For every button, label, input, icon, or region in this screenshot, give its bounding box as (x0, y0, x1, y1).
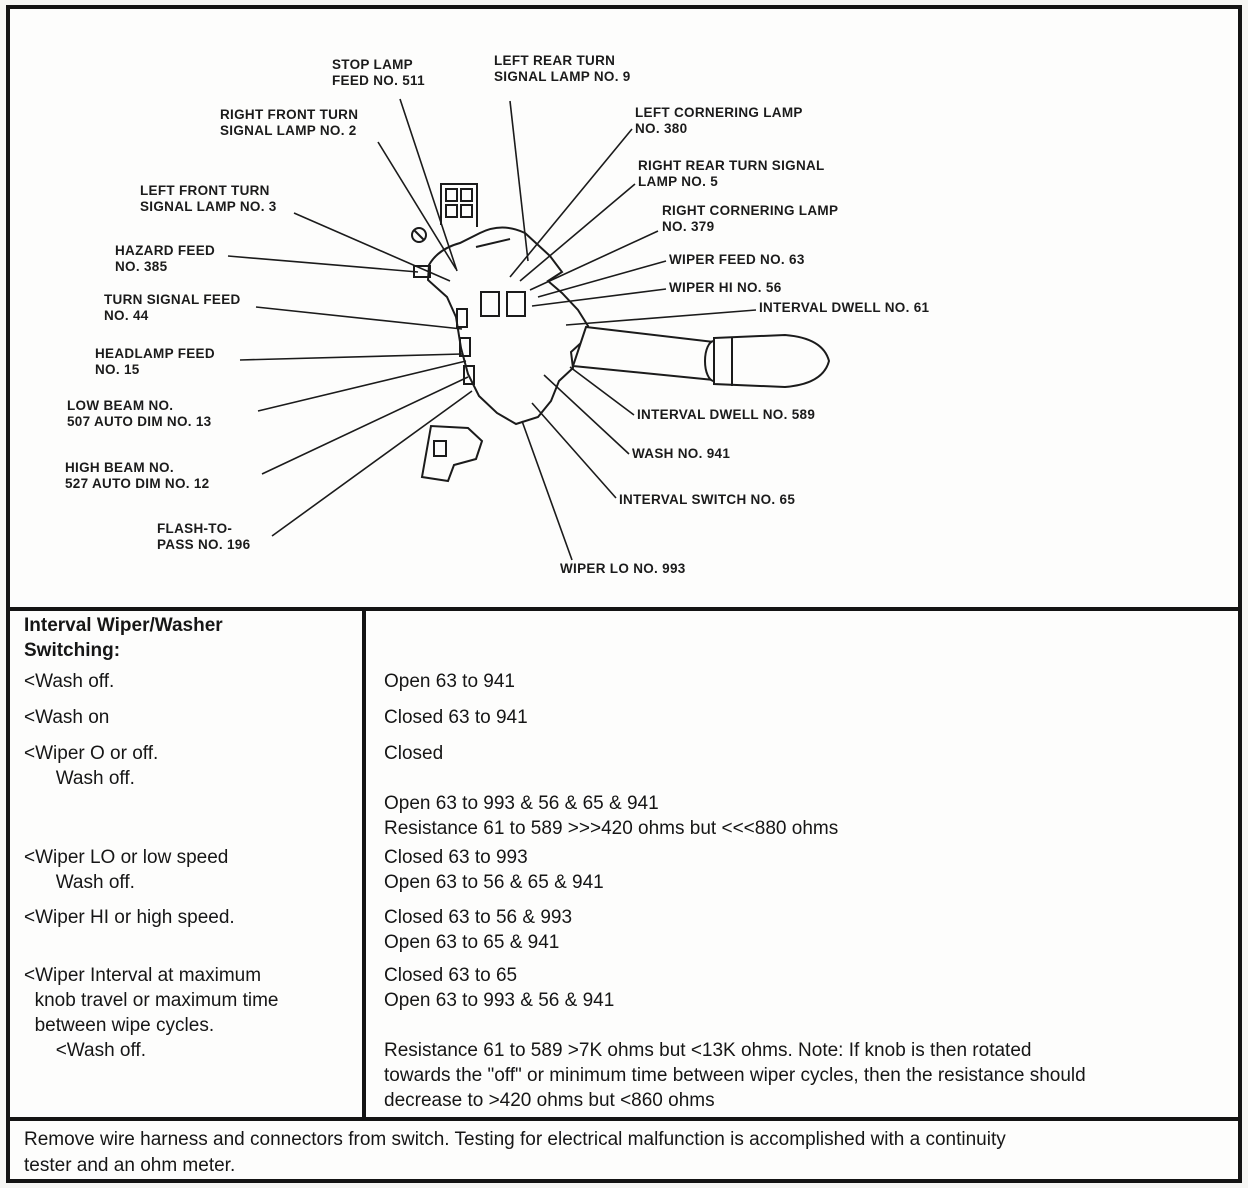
callout-wiper-feed: WIPER FEED NO. 63 (669, 252, 805, 267)
table-row (10, 903, 1238, 961)
callout-wiper-lo: WIPER LO NO. 993 (560, 561, 686, 576)
row-value-cell: Closed 63 to 65 Open 63 to 993 & 56 & 941 Resistance 61 to 589 >7K ohms but <13K ohms. Note: If knob is then rotated towards the "off" or minimum time between wiper cycles, then the resistance should decrease to >420 ohms but <860 ohms (384, 965, 1086, 1111)
row-value-cell: Open 63 to 941 (384, 671, 515, 692)
service-manual-page (6, 5, 1242, 1183)
table-header-row (10, 611, 1238, 667)
header-value-cell (366, 611, 1238, 667)
table-row (10, 667, 1238, 703)
callout-stop-lamp-feed: STOP LAMP FEED NO. 511 (332, 57, 425, 88)
table-row (10, 843, 1238, 903)
callout-left-cornering-lamp: LEFT CORNERING LAMP NO. 380 (635, 105, 803, 136)
row-label-cell: <Wiper Interval at maximum knob travel or maximum time between wipe cycles. <Wash off. (24, 965, 279, 1061)
callout-right-rear-turn: RIGHT REAR TURN SIGNAL LAMP NO. 5 (638, 158, 825, 189)
callout-high-beam: HIGH BEAM NO. 527 AUTO DIM NO. 12 (65, 460, 210, 491)
callout-hazard-feed: HAZARD FEED NO. 385 (115, 243, 216, 274)
callout-left-rear-turn: LEFT REAR TURN SIGNAL LAMP NO. 9 (494, 53, 631, 84)
table-row (10, 739, 1238, 843)
callout-headlamp-feed: HEADLAMP FEED NO. 15 (95, 346, 215, 377)
row-label-cell: <Wash off. (24, 671, 115, 692)
switch-diagram (10, 9, 1238, 607)
callout-wash-941: WASH NO. 941 (632, 446, 731, 461)
row-label-cell: <Wiper HI or high speed. (24, 907, 235, 928)
switching-table (10, 607, 1238, 1117)
row-label-cell: <Wiper LO or low speed Wash off. (24, 847, 229, 893)
callout-right-cornering-lamp: RIGHT CORNERING LAMP NO. 379 (662, 203, 839, 234)
row-value-cell: Closed 63 to 941 (384, 707, 528, 728)
row-value-cell: Closed 63 to 993 Open 63 to 56 & 65 & 941 (384, 847, 604, 893)
callout-flash-to-pass: FLASH-TO- PASS NO. 196 (157, 521, 251, 552)
table-row (10, 961, 1238, 1117)
callout-left-front-turn: LEFT FRONT TURN SIGNAL LAMP NO. 3 (140, 183, 277, 214)
callout-interval-switch-65: INTERVAL SWITCH NO. 65 (619, 492, 796, 507)
callout-low-beam: LOW BEAM NO. 507 AUTO DIM NO. 13 (67, 398, 212, 429)
callout-interval-dwell-61: INTERVAL DWELL NO. 61 (759, 300, 930, 315)
footer-note: Remove wire harness and connectors from switch. Testing for electrical malfunction is accomplished with a continuity tester and an ohm meter. (10, 1117, 1238, 1179)
switch-lever-shape (573, 327, 829, 387)
row-label-cell: <Wash on (24, 707, 110, 728)
callout-wiper-hi: WIPER HI NO. 56 (669, 280, 782, 295)
table-row (10, 703, 1238, 739)
row-value-cell: Closed Open 63 to 993 & 56 & 65 & 941 Resistance 61 to 589 >>>420 ohms but <<<880 ohms (384, 743, 839, 839)
row-value-cell: Closed 63 to 56 & 993 Open 63 to 65 & 941 (384, 907, 573, 953)
row-label-cell: <Wiper O or off. Wash off. (24, 743, 159, 789)
table-header: Interval Wiper/Washer Switching: (24, 615, 223, 661)
column-divider (362, 611, 366, 1117)
callout-interval-dwell-589: INTERVAL DWELL NO. 589 (637, 407, 816, 422)
callout-turn-signal-feed: TURN SIGNAL FEED NO. 44 (104, 292, 241, 323)
callout-right-front-turn: RIGHT FRONT TURN SIGNAL LAMP NO. 2 (220, 107, 359, 138)
